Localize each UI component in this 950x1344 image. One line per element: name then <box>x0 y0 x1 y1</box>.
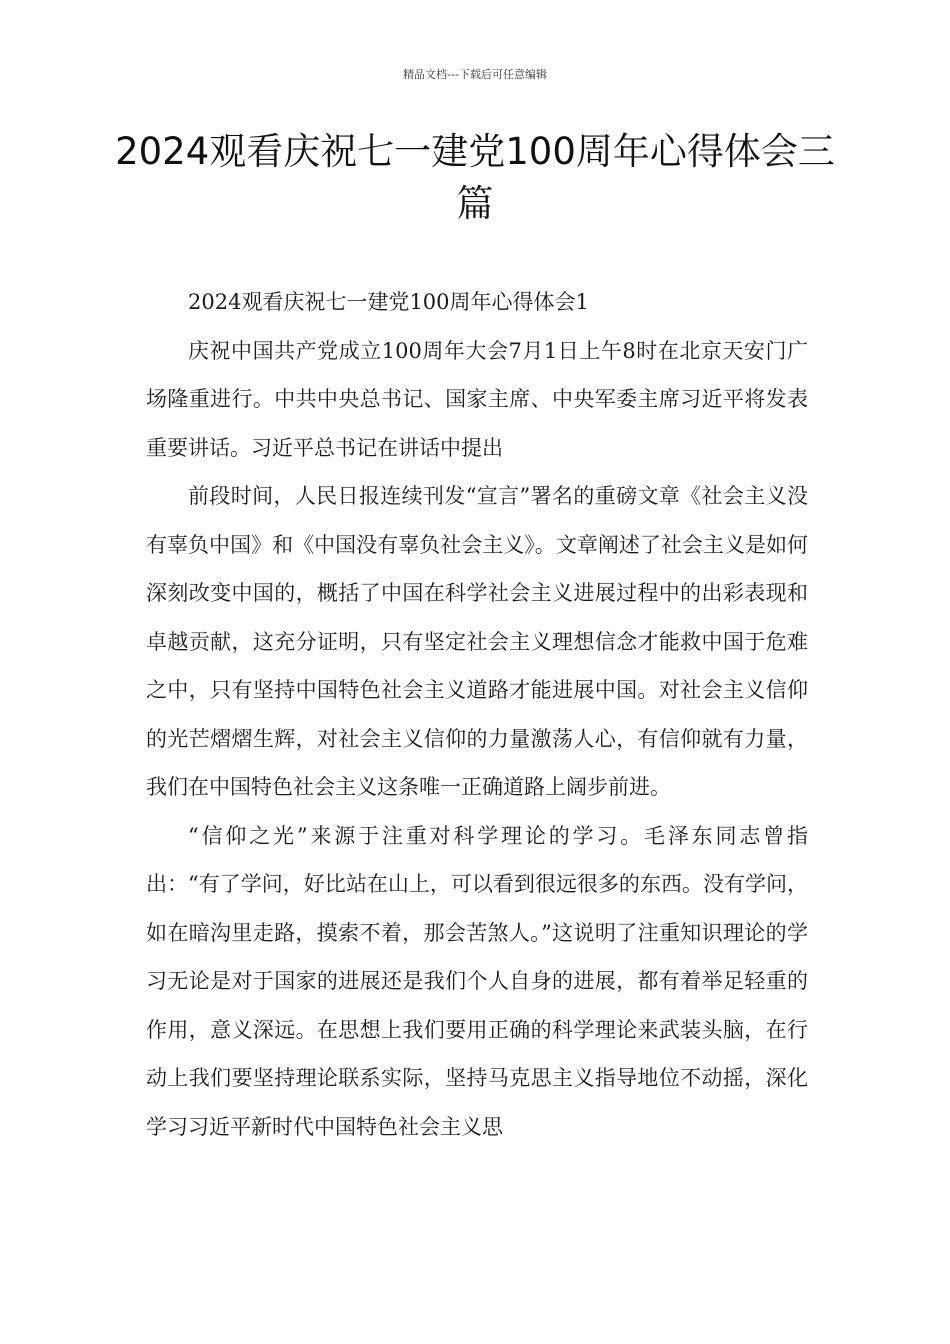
document-title: 2024观看庆祝七一建党100周年心得体会三篇 <box>115 130 835 225</box>
document-body <box>146 278 808 1151</box>
paragraph: 庆祝中国共产党成立100周年大会7月1日上午8时在北京天安门广场隆重进行。中共中央总书记、国家主席、中央军委主席习近平将发表重要讲话。习近平总书记在讲话中提出 <box>146 338 808 460</box>
paragraph: 前段时间，人民日报连续刊发“宣言”署名的重磅文章《社会主义没有辜负中国》和《中国没有辜负社会主义》。文章阐述了社会主义是如何深刻改变中国的，概括了中国在科学社会主义进展过程中的出彩表现和卓越贡献，这充分证明，只有坚定社会主义理想信念才能救中国于危难之中，只有坚持中国特色社会主义道路才能进展中国。对社会主义信仰的光芒熠熠生辉，对社会主义信仰的力量激荡人心，有信仰就有力量，我们在中国特色社会主义这条唯一正确道路上阔步前进。 <box>146 484 808 799</box>
paragraph: “信仰之光”来源于注重对科学理论的学习。毛泽东同志曾指出：“有了学问，好比站在山上，可以看到很远很多的东西。没有学问，如在暗沟里走路，摸索不着，那会苦煞人。”这说明了注重知识理论的学习无论是对于国家的进展还是我们个人自身的进展，都有着举足轻重的作用，意义深远。在思想上我们要用正确的科学理论来武装头脑，在行动上我们要坚持理论联系实际，坚持马克思主义指导地位不动摇，深化学习习近平新时代中国特色社会主义思 <box>146 823 808 1139</box>
section-heading: 2024观看庆祝七一建党100周年心得体会1 <box>188 290 589 314</box>
page-header: 精品文档---下载后可任意编辑 <box>403 68 547 81</box>
